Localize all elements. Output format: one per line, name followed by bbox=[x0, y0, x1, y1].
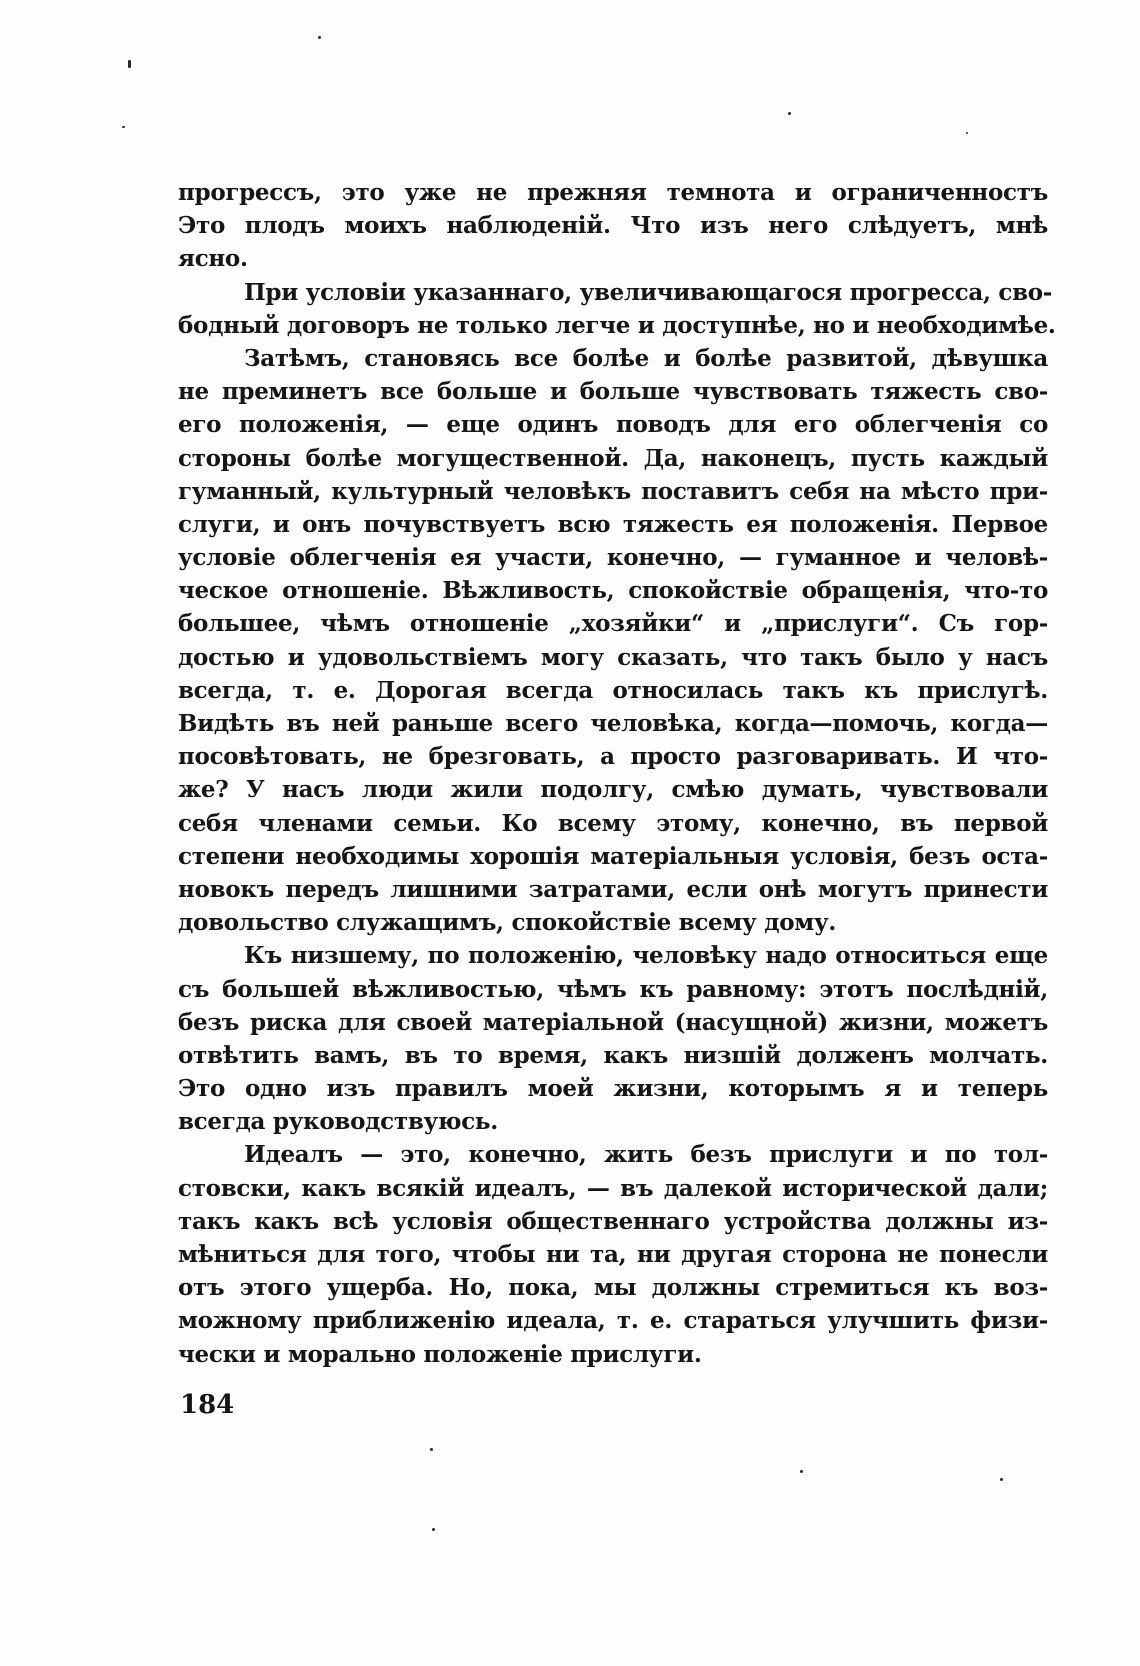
text-line: его положенія, — еще одинъ поводъ для его облегченія со bbox=[178, 411, 1048, 439]
text-line: большее, чѣмъ отношеніе „хозяйки“ и „прислуги“. Съ гор- bbox=[178, 610, 1048, 638]
scan-speck bbox=[1000, 1478, 1003, 1481]
text-line: новокъ передъ лишними затратами, если онѣ могутъ принести bbox=[178, 875, 1048, 903]
text-line: прогрессъ, это уже не прежняя темнота и ограниченностъ bbox=[178, 179, 1048, 206]
text-line: ясно. bbox=[178, 245, 248, 273]
text-line: Видѣть въ ней раньше всего человѣка, когда—помочь, когда— bbox=[178, 710, 1048, 737]
text-line: всегда руководствуюсь. bbox=[178, 1108, 498, 1136]
text-line: такъ какъ всѣ условія общественнаго устройства должны из- bbox=[178, 1207, 1048, 1235]
text-line: можному приближенію идеала, т. е. стараться улучшить физи- bbox=[178, 1307, 1048, 1335]
text-line: отъ этого ущерба. Но, пока, мы должны стремиться къ воз- bbox=[178, 1274, 1048, 1302]
text-line: Идеалъ — это, конечно, жить безъ прислуги и по тол- bbox=[244, 1141, 1048, 1169]
text-line: достью и удовольствіемъ могу сказать, что такъ было у насъ bbox=[178, 643, 1048, 671]
text-line: стовски, какъ всякій идеалъ, — въ далекой исторической дали; bbox=[178, 1174, 1048, 1202]
text-line: стороны болѣе могущественной. Да, наконецъ, пусть каждый bbox=[178, 444, 1048, 472]
text-line: съ большей вѣжливостью, чѣмъ къ равному: этотъ послѣдній, bbox=[178, 975, 1048, 1003]
text-line: же? У насъ люди жили подолгу, смѣю думать, чувствовали bbox=[178, 776, 1048, 804]
scan-speck bbox=[430, 1448, 433, 1451]
text-line: условіе облегченія ея участи, конечно, — гуманное и человѣ- bbox=[178, 544, 1048, 572]
text-line: чески и морально положеніе прислуги. bbox=[178, 1340, 702, 1368]
text-line: Это плодъ моихъ наблюденій. Что изъ него слѣдуетъ, мнѣ bbox=[178, 212, 1048, 240]
text-line: степени необходимы хорошія матеріальныя условія, безъ оста- bbox=[178, 842, 1048, 870]
scan-speck bbox=[122, 126, 125, 128]
body-text bbox=[178, 176, 1056, 1371]
text-line: Къ низшему, по положенію, человѣку надо относиться еще bbox=[244, 942, 1048, 970]
scan-speck bbox=[966, 132, 968, 134]
text-line: отвѣтить вамъ, въ то время, какъ низшій долженъ молчать. bbox=[178, 1041, 1048, 1069]
text-line: слуги, и онъ почувствуетъ всю тяжесть ея положенія. Первое bbox=[178, 510, 1048, 538]
text-line: гуманный, культурный человѣкъ поставитъ себя на мѣсто при- bbox=[178, 477, 1048, 505]
text-line: мѣниться для того, чтобы ни та, ни другая сторона не понесли bbox=[178, 1241, 1048, 1268]
scan-speck bbox=[800, 1470, 803, 1473]
scan-speck bbox=[128, 60, 131, 68]
text-line: бодный договоръ не только легче и доступнѣе, но и необходимѣе. bbox=[178, 311, 1056, 339]
scan-speck bbox=[432, 1528, 435, 1531]
text-line: ческое отношеніе. Вѣжливость, спокойствіе обращенія, что-то bbox=[178, 577, 1048, 605]
text-line: безъ риска для своей матеріальной (насущной) жизни, можетъ bbox=[178, 1008, 1048, 1036]
scan-speck bbox=[318, 36, 321, 39]
text-line: не преминетъ все больше и больше чувствовать тяжесть сво- bbox=[178, 378, 1048, 406]
text-line: При условіи указаннаго, увеличивающагося прогресса, сво- bbox=[244, 278, 1053, 306]
text-line: себя членами семьи. Ко всему этому, конечно, въ первой bbox=[178, 809, 1048, 837]
page-number: 184 bbox=[180, 1390, 235, 1420]
text-line: всегда, т. е. Дорогая всегда относилась такъ къ прислугѣ. bbox=[178, 676, 1048, 704]
text-line: довольство служащимъ, спокойствіе всему дому. bbox=[178, 909, 837, 937]
text-line: Затѣмъ, становясь все болѣе и болѣе развитой, дѣвушка bbox=[244, 344, 1048, 372]
text-line: Это одно изъ правилъ моей жизни, которымъ я и теперь bbox=[178, 1075, 1048, 1103]
scan-speck bbox=[788, 112, 791, 115]
text-line: посовѣтовать, не брезговать, а просто разговаривать. И что- bbox=[178, 743, 1048, 771]
